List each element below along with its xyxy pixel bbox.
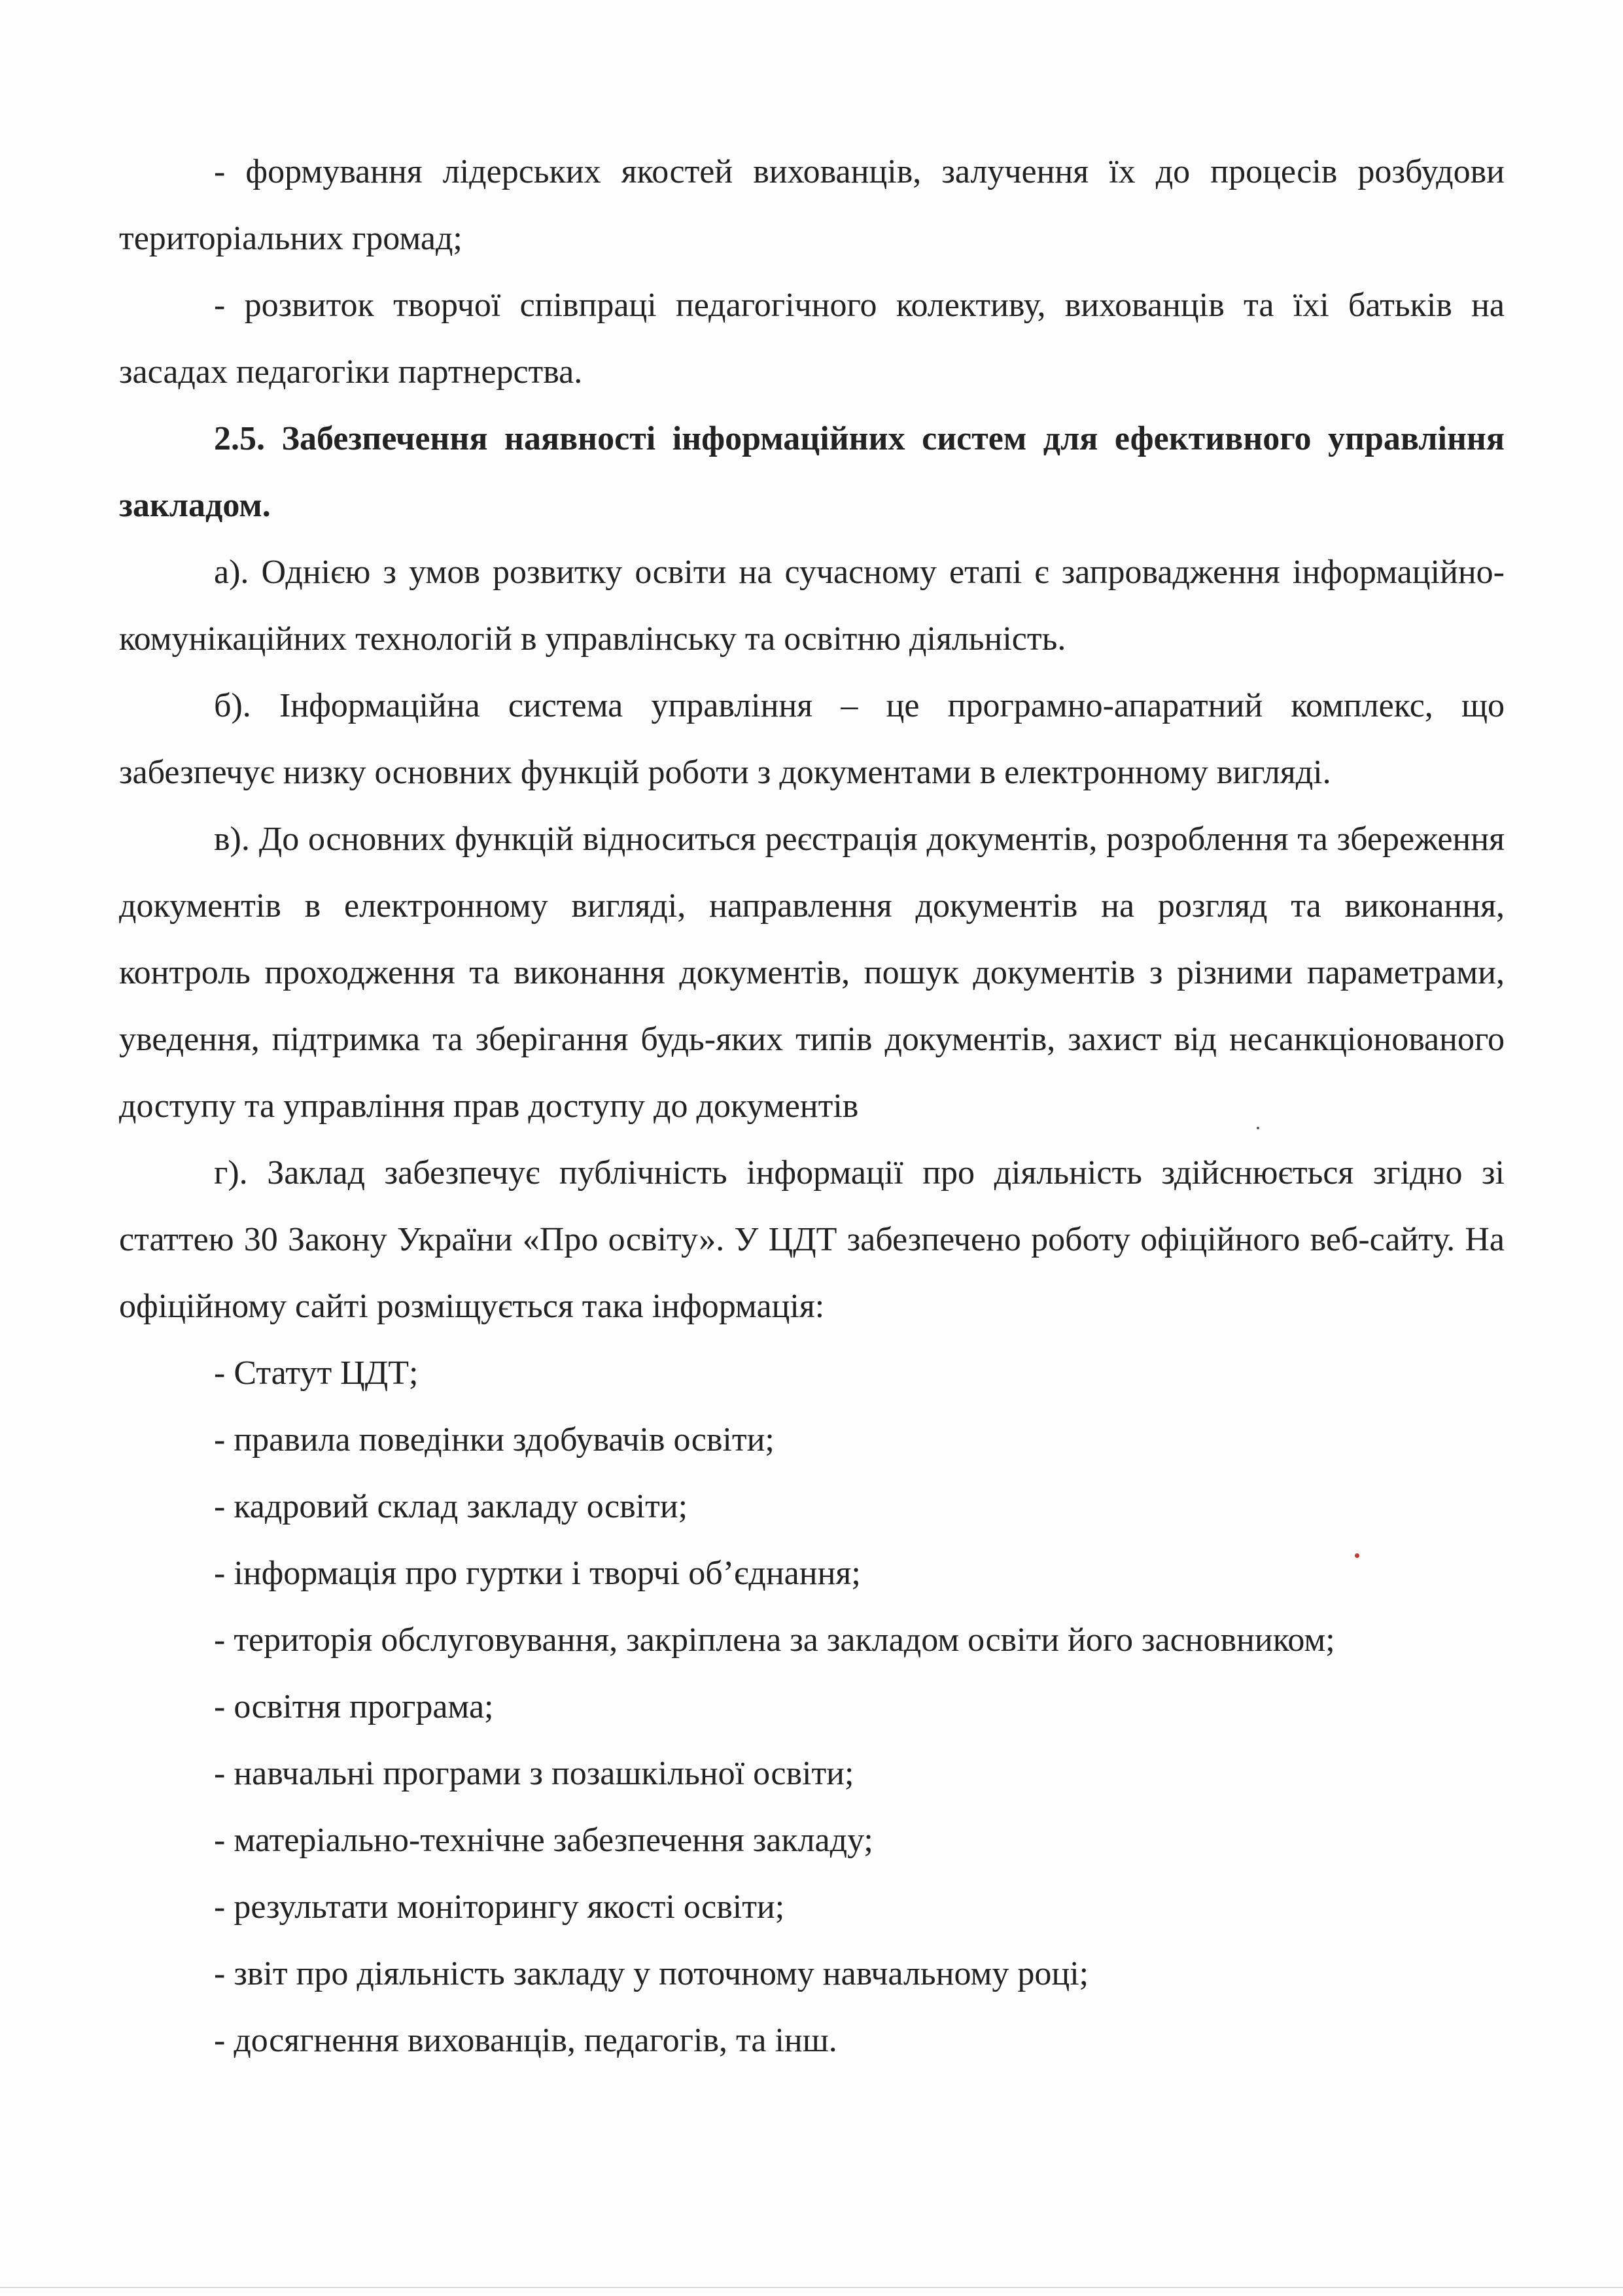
list-item: - результати моніторингу якості освіти;	[214, 1888, 785, 1926]
paragraph-leadership: - формування лідерських якостей вихованців, залучення їх до процесів розбудови територіальних громад;	[119, 153, 1505, 257]
section-heading: 2.5. Забезпечення наявності інформаційних систем для ефективного управління закладом.	[119, 420, 1505, 524]
document-body	[119, 139, 1505, 2074]
list-item: - Статут ЦДТ;	[214, 1354, 419, 1392]
list-item: - освітня програма;	[214, 1688, 494, 1725]
paragraph-b: б). Інформаційна система управління – це програмно-апаратний комплекс, що забезпечує низку основних функцій роботи з документами в електронному вигляді.	[119, 687, 1505, 791]
list-item: - правила поведінки здобувачів освіти;	[214, 1421, 775, 1458]
list-item: - навчальні програми з позашкільної освіти;	[214, 1755, 854, 1792]
list-item: - інформація про гуртки і творчі об’єднання;	[214, 1555, 861, 1592]
list-item: - територія обслуговування, закріплена за закладом освіти його засновником;	[214, 1621, 1335, 1659]
list-item: - матеріально-технічне забезпечення закладу;	[214, 1822, 873, 1859]
paragraph-cooperation: - розвиток творчої співпраці педагогічного колективу, вихованців та їхі батьків на засадах педагогіки партнерства.	[119, 287, 1505, 391]
list-item: - звіт про діяльність закладу у поточному навчальному році;	[214, 1955, 1089, 1992]
scan-edge	[0, 2287, 1623, 2288]
scan-speck	[1355, 1553, 1359, 1558]
scan-speck	[1257, 1127, 1259, 1129]
list-item: - досягнення вихованців, педагогів, та інш.	[214, 2022, 837, 2059]
website-info-list	[119, 1340, 1505, 2074]
paragraph-d: г). Заклад забезпечує публічність інформації про діяльність здійснюється згідно зі статтею 30 Закону України «Про освіту». У ЦДТ забезпечено роботу офіційного веб-сайту. На офіційному сайті розміщується така інформація:	[119, 1154, 1505, 1325]
paragraph-c: в). До основних функцій відноситься реєстрація документів, розроблення та збереження документів в електронному вигляді, направлення документів на розгляд та виконання, контроль проходження та виконання документів, пошук документів з різними параметрами, уведення, підтримка та зберігання будь-яких типів документів, захист від несанкціонованого доступу та управління прав доступу до документів	[119, 821, 1505, 1125]
list-item: - кадровий склад закладу освіти;	[214, 1488, 688, 1525]
paragraph-a: а). Однією з умов розвитку освіти на сучасному етапі є запровадження інформаційно-комунікаційних технологій в управлінську та освітню діяльність.	[119, 554, 1505, 658]
